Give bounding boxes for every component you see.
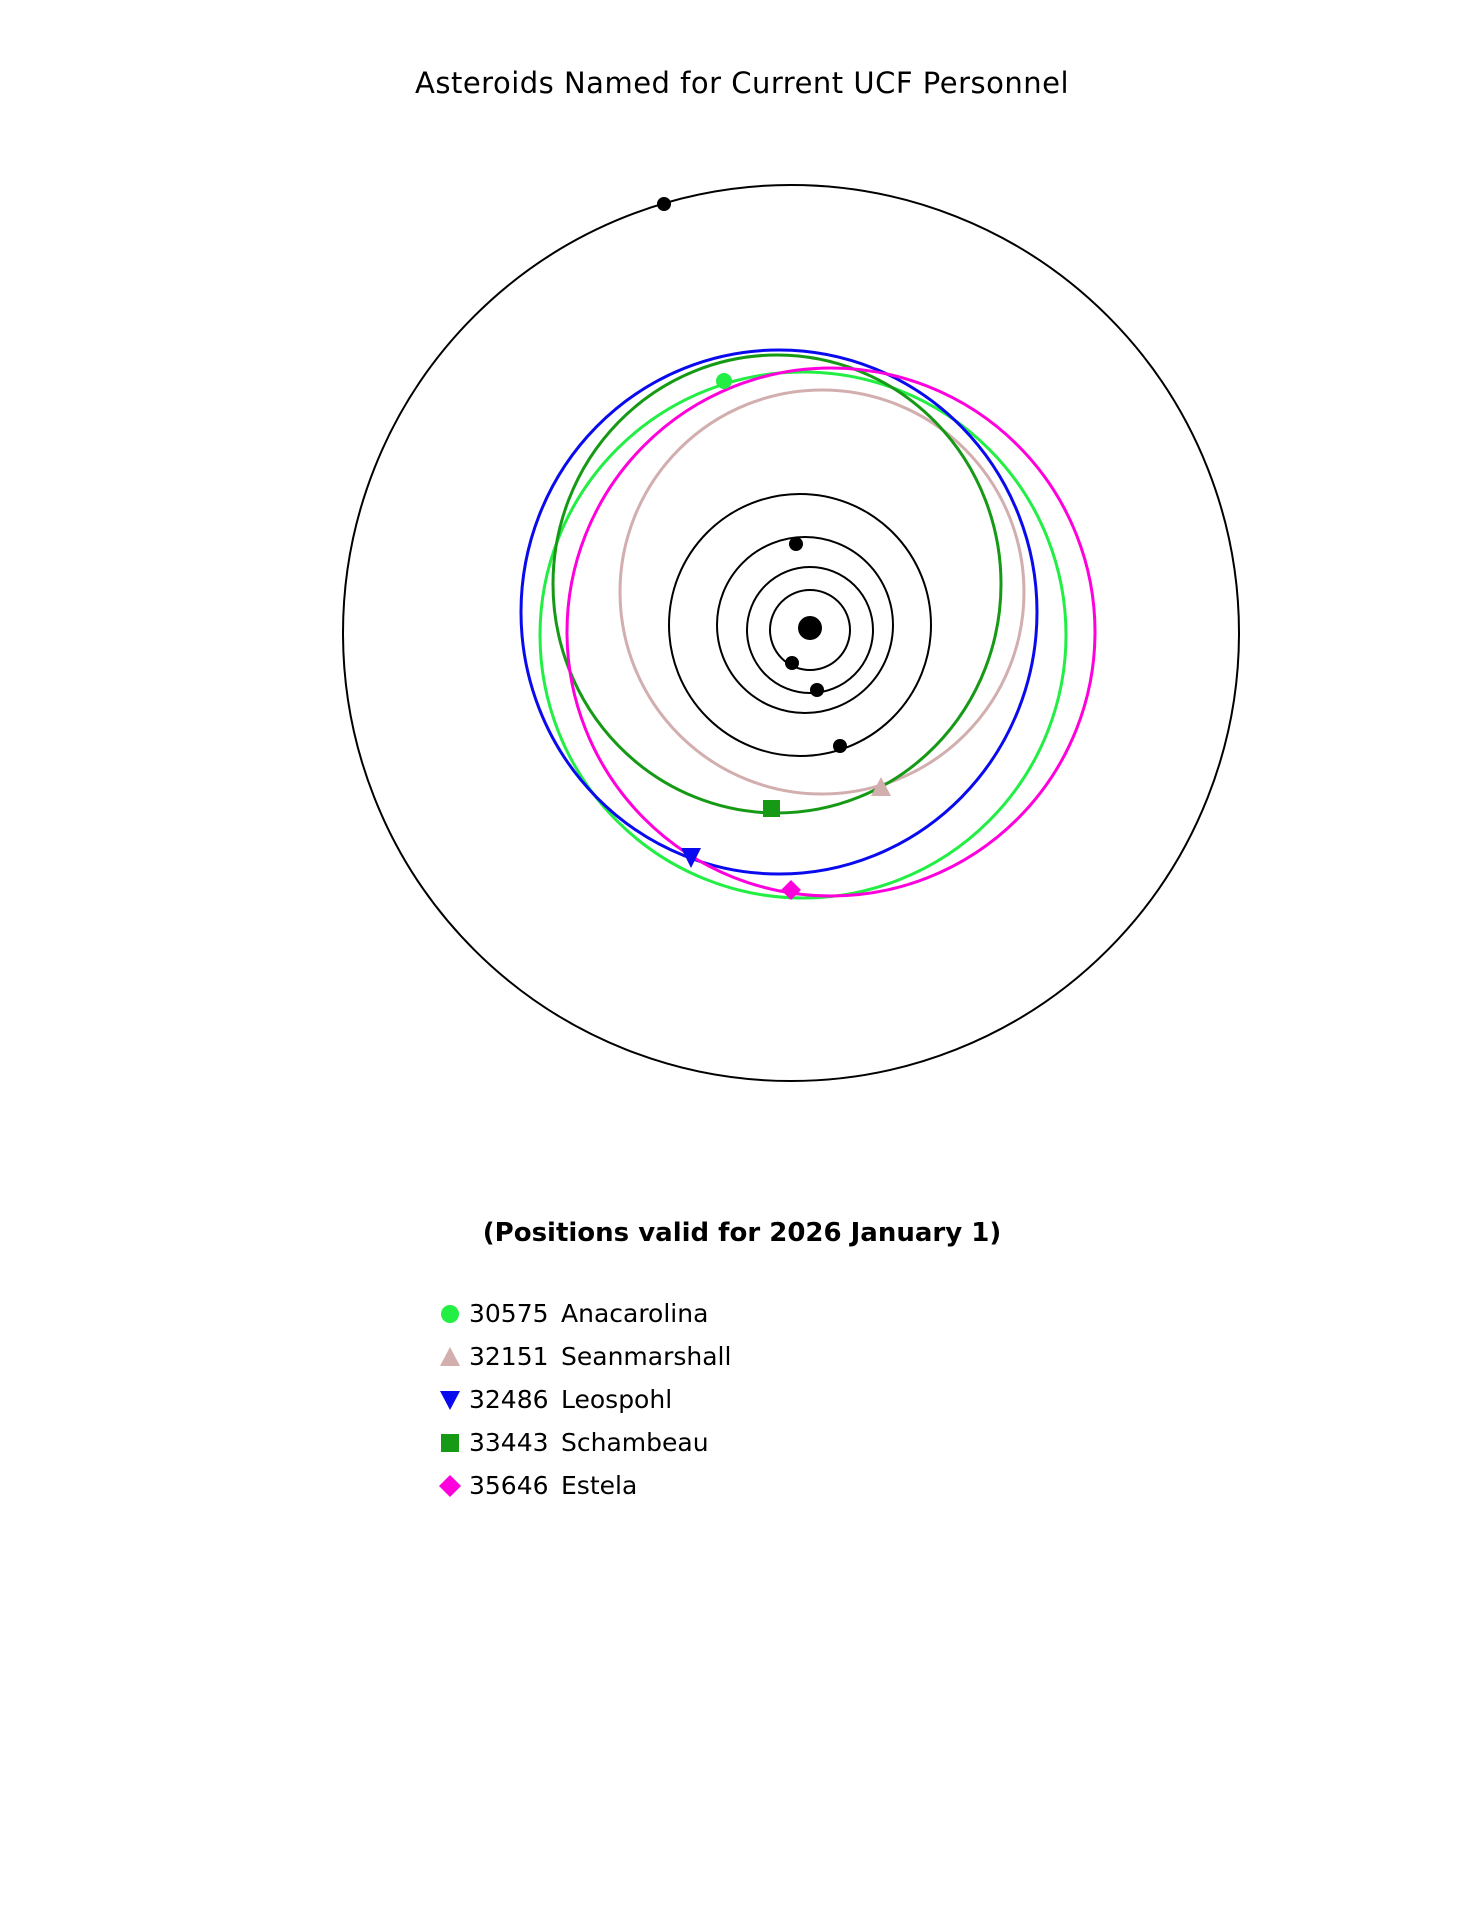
planet-1-marker: [785, 656, 799, 670]
square-marker-icon: [437, 1430, 463, 1456]
positions-date-caption: (Positions valid for 2026 January 1): [482, 1218, 1002, 1248]
legend-name: Anacarolina: [561, 1299, 709, 1328]
marker-33443-schambeau: [763, 800, 780, 817]
diamond-marker-icon: [437, 1473, 463, 1499]
orbit-32486-leospohl: [521, 350, 1037, 874]
legend-name: Leospohl: [561, 1385, 673, 1414]
legend-number: 32486: [469, 1385, 549, 1414]
page-title: Asteroids Named for Current UCF Personnel: [415, 66, 1069, 100]
marker-30575-anacarolina: [716, 373, 732, 389]
legend-name: Seanmarshall: [561, 1342, 732, 1371]
legend-item-30575: [437, 1292, 731, 1335]
triangle-down-marker-icon: [437, 1387, 463, 1413]
planet-3-marker: [789, 537, 803, 551]
legend-item-35646: [437, 1464, 731, 1507]
legend: [437, 1292, 731, 1507]
legend-item-32486: [437, 1378, 731, 1421]
planet-orbits: [343, 185, 1239, 1081]
legend-number: 32151: [469, 1342, 549, 1371]
circle-marker-icon: [437, 1301, 463, 1327]
planet-2-marker: [810, 683, 824, 697]
marker-32486-leospohl: [681, 848, 701, 868]
legend-number: 33443: [469, 1428, 549, 1457]
sun-icon: [798, 616, 822, 640]
planet-5-marker: [657, 197, 671, 211]
legend-number: 30575: [469, 1299, 549, 1328]
legend-name: Schambeau: [561, 1428, 709, 1457]
planet-4-marker: [833, 739, 847, 753]
orbit-35646-estela: [567, 368, 1095, 896]
legend-number: 35646: [469, 1471, 549, 1500]
legend-item-32151: [437, 1335, 731, 1378]
orbit-ring-5: [343, 185, 1239, 1081]
triangle-up-marker-icon: [437, 1344, 463, 1370]
legend-item-33443: [437, 1421, 731, 1464]
legend-name: Estela: [561, 1471, 638, 1500]
